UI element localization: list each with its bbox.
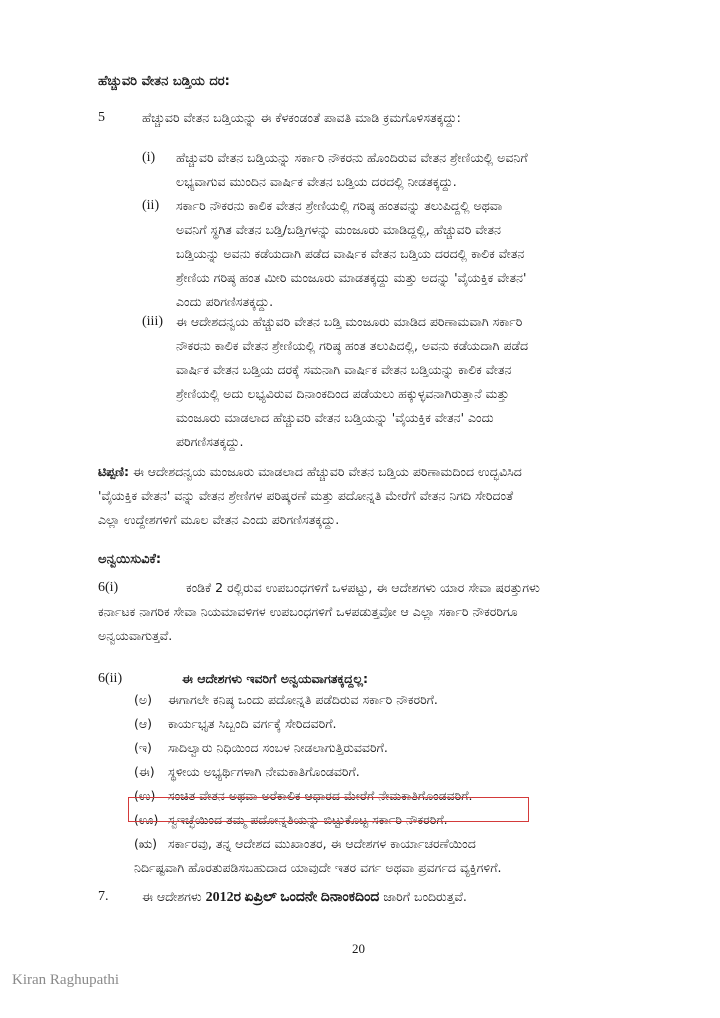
- text-line: ಅನ್ವಯವಾಗುತ್ತವೆ.: [98, 628, 173, 643]
- text-line: ಮಂಜೂರು ಮಾಡಲಾದ ಹೆಚ್ಚುವರಿ ವೇತನ ಬಡ್ತಿಯನ್ನು 'ವೈಯಕ್ತಿಕ ವೇತನ' ಎಂದು: [176, 410, 494, 425]
- page-number: 20: [352, 941, 365, 956]
- paragraph-number: 6(ii): [98, 671, 123, 686]
- note-block: [98, 460, 638, 532]
- list-item: [134, 712, 634, 736]
- text-line: ಸರ್ಕಾರಿ ನೌಕರನು ಕಾಲಿಕ ವೇತನ ಶ್ರೇಣಿಯಲ್ಲಿ ಗರಿಷ್ಠ ಹಂತವನ್ನು ತಲುಪಿದ್ದಲ್ಲಿ ಅಥವಾ: [176, 198, 503, 213]
- exclusion-title: ಈ ಆದೇಶಗಳು ಇವರಿಗೆ ಅನ್ವಯವಾಗತಕ್ಕದ್ದಲ್ಲ:: [182, 671, 368, 686]
- watermark: Kiran Raghupathi: [12, 972, 120, 988]
- paragraph-text: ಹೆಚ್ಚುವರಿ ವೇತನ ಬಡ್ತಿಯನ್ನು ಈ ಕೆಳಕಂಡಂತೆ ಪಾವತಿ ಮಾಡಿ ಕ್ರಮಗೊಳಿಸತಕ್ಕದ್ದು:: [142, 110, 461, 125]
- text-line: ಅವನಿಗೆ ಸ್ಥಗಿತ ವೇತನ ಬಡ್ತಿ/ಬಡ್ತಿಗಳನ್ನು ಮಂಜೂರು ಮಾಡಿದ್ದಲ್ಲಿ, ಹೆಚ್ಚುವರಿ ವೇತನ: [176, 222, 501, 237]
- item-label: (ಋ): [134, 836, 158, 851]
- paragraph-number: 7.: [98, 889, 109, 904]
- list-item: [134, 760, 634, 784]
- text-line: ಎಂದು ಪರಿಗಣಿಸತಕ್ಕದ್ದು.: [176, 294, 274, 309]
- list-item: [134, 688, 634, 712]
- paragraph-number: 5: [98, 110, 105, 125]
- note-text: ಈ ಆದೇಶದನ್ವಯ ಮಂಜೂರು ಮಾಡಲಾದ ಹೆಚ್ಚುವರಿ ವೇತನ ಬಡ್ತಿಯ ಪರಿಣಾಮದಿಂದ ಉದ್ಭವಿಸಿದ: [132, 464, 522, 479]
- paragraph-text: [142, 885, 467, 910]
- list-item: [134, 736, 634, 760]
- item-text: ಸಾದಿಲ್ವಾರು ನಿಧಿಯಿಂದ ಸಂಬಳ ನೀಡಲಾಗುತ್ತಿರುವವರಿಗೆ.: [168, 740, 388, 755]
- item-text: ಸ್ವಇಚ್ಛೆಯಿಂದ ತಮ್ಮ ಪದೋನ್ನತಿಯನ್ನು ಬಿಟ್ಟುಕೊಟ್ಟ ಸರ್ಕಾರಿ ನೌಕರರಿಗೆ.: [168, 812, 448, 827]
- note-label: ಟಿಪ್ಪಣಿ:: [98, 464, 129, 479]
- text-line: ವಾರ್ಷಿಕ ವೇತನ ಬಡ್ತಿಯ ದರಕ್ಕೆ ಸಮನಾಗಿ ವಾರ್ಷಿಕ ವೇತನ ಬಡ್ತಿಯನ್ನು ಕಾಲಿಕ ವೇತನ: [176, 362, 512, 377]
- applicability-heading: ಅನ್ವಯಿಸುವಿಕೆ:: [98, 552, 162, 567]
- text-line: ಈ ಆದೇಶದನ್ವಯ ಹೆಚ್ಚುವರಿ ವೇತನ ಬಡ್ತಿ ಮಂಜೂರು ಮಾಡಿದ ಪರಿಣಾಮವಾಗಿ ಸರ್ಕಾರಿ: [176, 314, 523, 329]
- item-label: (ಉ): [134, 788, 156, 803]
- section-heading: ಹೆಚ್ಚುವರಿ ವೇತನ ಬಡ್ತಿಯ ದರ:: [98, 74, 230, 89]
- clause-number: (ii): [142, 198, 160, 213]
- list-item: [134, 832, 634, 880]
- item-label: (ಆ): [134, 716, 153, 731]
- item-text: ಈಗಾಗಲೇ ಕನಿಷ್ಠ ಒಂದು ಪದೋನ್ನತಿ ಪಡೆದಿರುವ ಸರ್ಕಾರಿ ನೌಕರರಿಗೆ.: [168, 692, 438, 707]
- text-line: ಬಡ್ತಿಯನ್ನು ಅವನು ಕಡೆಯದಾಗಿ ಪಡೆದ ವಾರ್ಷಿಕ ವೇತನ ಬಡ್ತಿಯ ದರದಲ್ಲಿ ಕಾಲಿಕ ವೇತನ: [176, 246, 525, 261]
- text-line: ಶ್ರೇಣಿಯಲ್ಲಿ ಅದು ಲಭ್ಯವಿರುವ ದಿನಾಂಕದಿಂದ ಪಡೆಯಲು ಹಕ್ಕುಳ್ಳವನಾಗಿರುತ್ತಾನೆ ಮತ್ತು: [176, 386, 510, 401]
- exclusion-list: [134, 688, 634, 880]
- text-post: ಜಾರಿಗೆ ಬಂದಿರುತ್ತವೆ.: [383, 889, 467, 904]
- item-text-continued: ನಿರ್ದಿಷ್ಟವಾಗಿ ಹೊರತುಪಡಿಸಬಹುದಾದ ಯಾವುದೇ ಇತರ ವರ್ಗ ಅಥವಾ ಪ್ರವರ್ಗದ ವ್ಯಕ್ತಿಗಳಿಗೆ.: [134, 860, 502, 875]
- item-text: ಸಂಚಿತ ವೇತನ ಅಥವಾ ಅರೆಕಾಲಿಕ ಆಧಾರದ ಮೇರೆಗೆ ನೇಮಕಾತಿಗೊಂಡವರಿಗೆ.: [168, 788, 473, 803]
- note-line: ಎಲ್ಲಾ ಉದ್ದೇಶಗಳಿಗೆ ಮೂಲ ವೇತನ ಎಂದು ಪರಿಗಣಿಸತಕ್ಕದ್ದು.: [98, 512, 340, 527]
- effective-date: 2012ರ ಏಪ್ರಿಲ್ ಒಂದನೇ ದಿನಾಂಕದಿಂದ: [205, 890, 380, 905]
- text-line: ಶ್ರೇಣಿಯ ಗರಿಷ್ಠ ಹಂತ ಮೀರಿ ಮಂಜೂರು ಮಾಡತಕ್ಕದ್ದು ಮತ್ತು ಅದನ್ನು 'ವೈಯಕ್ತಿಕ ವೇತನ': [176, 270, 527, 285]
- item-label: (ಅ): [134, 692, 152, 707]
- text-pre: ಈ ಆದೇಶಗಳು: [142, 889, 202, 904]
- text-line: ನೌಕರನು ಕಾಲಿಕ ವೇತನ ಶ್ರೇಣಿಯಲ್ಲಿ ಗರಿಷ್ಠ ಹಂತ ತಲುಪಿದಲ್ಲಿ, ಅವನು ಕಡೆಯದಾಗಿ ಪಡೆದ: [176, 338, 529, 353]
- clause-text: [176, 146, 632, 194]
- text-line: ಕಂಡಿಕೆ 2 ರಲ್ಲಿರುವ ಉಪಬಂಧಗಳಿಗೆ ಒಳಪಟ್ಟು, ಈ ಆದೇಶಗಳು ಯಾರ ಸೇವಾ ಷರತ್ತುಗಳು: [186, 580, 540, 595]
- clause-text: [176, 194, 632, 314]
- text-line: ಹೆಚ್ಚುವರಿ ವೇತನ ಬಡ್ತಿಯನ್ನು ಸರ್ಕಾರಿ ನೌಕರನು ಹೊಂದಿರುವ ವೇತನ ಶ್ರೇಣಿಯಲ್ಲಿ ಅವನಿಗೆ: [176, 150, 528, 165]
- clause-number: (i): [142, 150, 156, 165]
- item-text: ಕಾರ್ಯಭೃತ ಸಿಬ್ಬಂದಿ ವರ್ಗಕ್ಕೆ ಸೇರಿದವರಿಗೆ.: [168, 716, 337, 731]
- paragraph-number: 6(i): [98, 580, 119, 595]
- red-highlight-box: [128, 797, 529, 822]
- item-label: (ಇ): [134, 740, 152, 755]
- note-line: 'ವೈಯಕ್ತಿಕ ವೇತನ' ವನ್ನು ವೇತನ ಶ್ರೇಣಿಗಳ ಪರಿಷ್ಕರಣೆ ಮತ್ತು ಪದೋನ್ನತಿ ಮೇರೆಗೆ ವೇತನ ನಿಗದಿ ಸೇರಿದಂತೆ: [98, 488, 514, 503]
- text-line: ಪರಿಗಣಿಸತಕ್ಕದ್ದು.: [176, 434, 244, 449]
- item-label: (ಊ): [134, 812, 159, 827]
- clause-number: (iii): [142, 314, 163, 329]
- note-line: [98, 460, 638, 484]
- text-line: ಲಭ್ಯವಾಗುವ ಮುಂದಿನ ವಾರ್ಷಿಕ ವೇತನ ಬಡ್ತಿಯ ದರದಲ್ಲಿ ನೀಡತಕ್ಕದ್ದು.: [176, 174, 457, 189]
- clause-text: [176, 310, 632, 454]
- item-text: ಸರ್ಕಾರವು, ತನ್ನ ಆದೇಶದ ಮುಖಾಂತರ, ಈ ಆದೇಶಗಳ ಕಾರ್ಯಾಚರಣೆಯಿಂದ: [168, 836, 476, 851]
- text-line: ಕರ್ನಾಟಕ ನಾಗರಿಕ ಸೇವಾ ನಿಯಮಾವಳಿಗಳ ಉಪಬಂಧಗಳಿಗೆ ಒಳಪಡುತ್ತವೋ ಆ ಎಲ್ಲಾ ಸರ್ಕಾರಿ ನೌಕರರಿಗೂ: [98, 604, 518, 619]
- item-label: (ಈ): [134, 764, 155, 779]
- item-text: ಸ್ಥಳೀಯ ಅಭ್ಯರ್ಥಿಗಳಾಗಿ ನೇಮಕಾತಿಗೊಂಡವರಿಗೆ.: [168, 764, 360, 779]
